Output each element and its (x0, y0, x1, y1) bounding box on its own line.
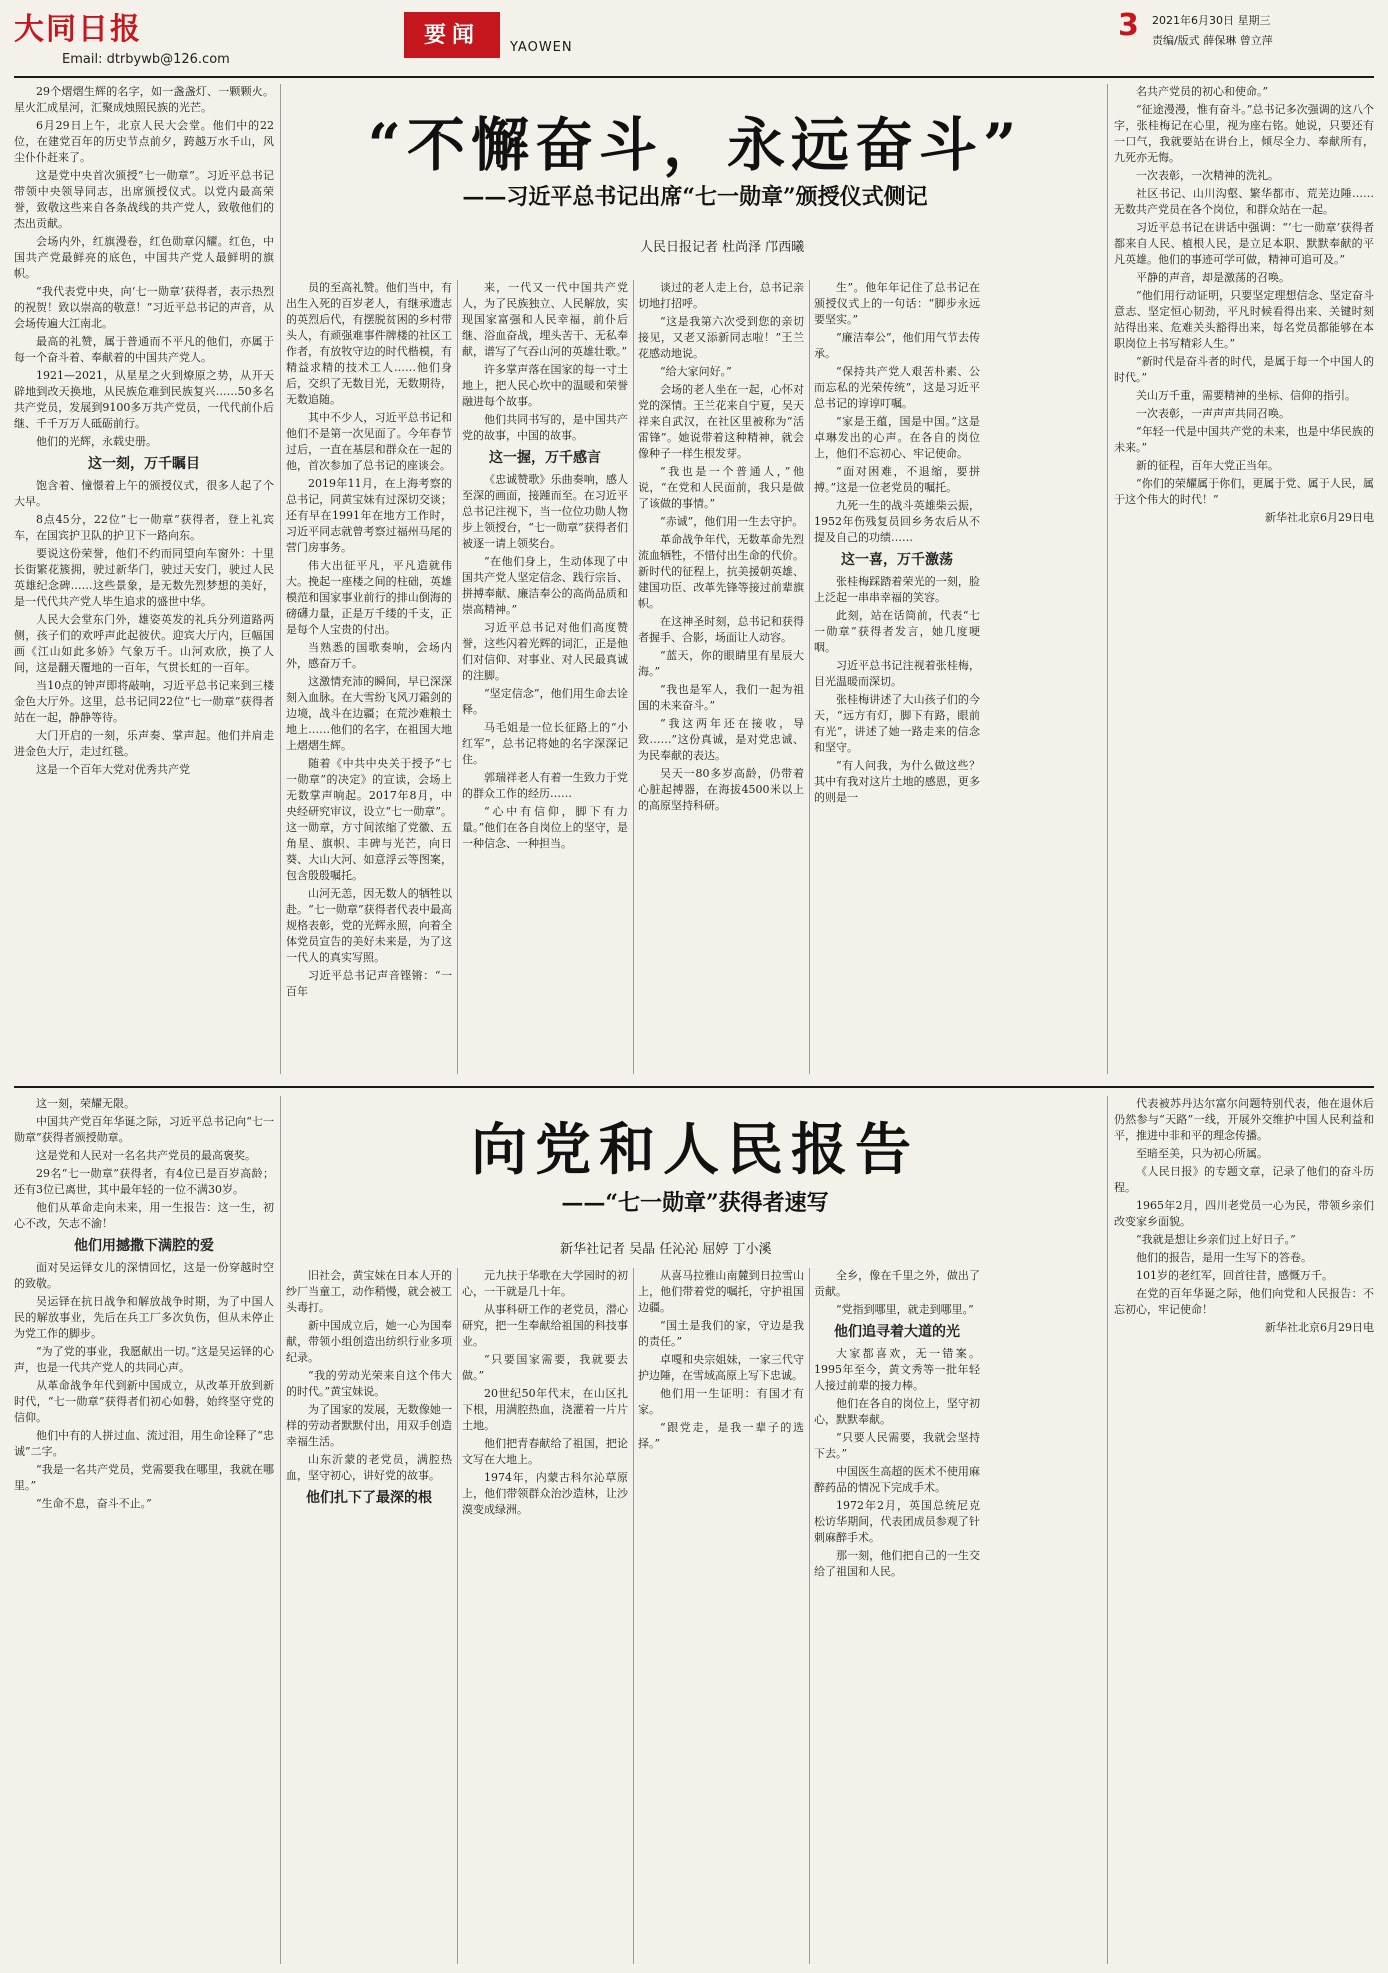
paragraph: 名共产党员的初心和使命。” (1136, 85, 1269, 98)
paragraph: 他们在各自的岗位上，坚守初心，默默奉献。 (814, 1397, 980, 1426)
article1-column-3 (462, 280, 628, 1074)
paragraph: “廉洁奉公”，他们用气节去传承。 (814, 331, 980, 360)
paragraph: 旧社会，黄宝妹在日本人开的纱厂当童工，动作稍慢，就会被工头毒打。 (286, 1269, 452, 1314)
paragraph: “征途漫漫，惟有奋斗。”总书记多次强调的这八个字，张桂梅记在心里，视为座右铭。她说，只要还有一口气，我就要站在讲台上，倾尽全力、奉献所有，九死亦无悔。 (1114, 103, 1374, 164)
paragraph: 当10点的钟声即将敲响，习近平总书记来到三楼金色大厅外。这里，总书记同22位“七一勋章”获得者站在一起，静静等待。 (14, 679, 274, 724)
article2-byline: 新华社记者 吴晶 任沁沁 屈婷 丁小溪 (560, 1242, 772, 1257)
paragraph: “心中有信仰，脚下有力量。”他们在各自岗位上的坚守，是一种信念、一种担当。 (462, 805, 628, 850)
paragraph: 革命战争年代，无数革命先烈流血牺牲，不惜付出生命的代价。新时代的征程上，抗美援朝英雄、建国功臣、改革先锋等接过前辈旗帜。 (638, 533, 804, 610)
paragraph: 关山万千重，需要精神的坐标、信仰的指引。 (1136, 389, 1356, 402)
paragraph: 谈过的老人走上台，总书记亲切地打招呼。 (638, 281, 804, 310)
column-divider (809, 1268, 810, 1964)
paragraph: 这是党中央首次颁授“七一勋章”。习近平总书记带领中央领导同志，出席颁授仪式。以党内最高荣誉，致敬这些来自各条战线的共产党人，致敬他们的杰出贡献。 (14, 169, 274, 230)
article2-column-3 (462, 1268, 628, 1964)
paragraph: 元九扶于华歌在大学园时的初心，一干就是几十年。 (462, 1269, 628, 1298)
masthead-email: Email: dtrbywb@126.com (62, 52, 230, 67)
paragraph: 1972年2月，英国总统尼克松访华期间，代表团成员参观了针刺麻醉手术。 (814, 1499, 980, 1544)
paragraph: “为了党的事业，我愿献出一切。”这是吴运铎的心声，也是一代共产党人的共同心声。 (14, 1345, 274, 1374)
article2-column-6 (1114, 1096, 1374, 1964)
article1-headline: “不懈奋斗，永远奋斗” (367, 111, 1023, 179)
paragraph: 《忠诚赞歌》乐曲奏响，感人至深的画面，接踵而至。在习近平总书记注视下，当一位位功勋人物步上领授台，“七一勋章”获得者们被逐一请上领奖台。 (462, 473, 628, 550)
paragraph: 会场的老人坐在一起，心怀对党的深情。王兰花来自宁夏，吴天祥来自武汉，在社区里被称为“活雷锋”。她说带着这种精神，就会像种子一样生根发芽。 (638, 383, 804, 460)
paragraph: 来，一代又一代中国共产党人，为了民族独立、人民解放，实现国家富强和人民幸福，前仆后继、浴血奋战，埋头苦干、无私奉献，谱写了气吞山河的英雄壮歌。” (462, 281, 628, 358)
article1-column-2 (286, 280, 452, 1074)
article2-column-4 (638, 1268, 804, 1964)
paragraph: 大门开启的一刻，乐声奏、掌声起。他们并肩走进金色大厅，走过红毯。 (14, 729, 274, 758)
masthead-logo: 大同日报 (14, 12, 142, 47)
article2-subhead-1: 他们用撼撒下满腔的爱 (74, 1238, 214, 1254)
paragraph: “蓝天，你的眼睛里有星辰大海。” (638, 649, 804, 678)
paragraph: 平静的声音，却是激荡的召唤。 (1136, 271, 1290, 284)
article1-subhead-1: 这一刻，万千瞩目 (88, 456, 200, 472)
paragraph: “在他们身上，生动体现了中国共产党人坚定信念、践行宗旨、拼搏奉献、廉洁奉公的高尚品质和崇高精神。” (462, 555, 628, 616)
paragraph: 中国共产党百年华诞之际，习近平总书记向“七一勋章”获得者颁授勋章。 (14, 1115, 274, 1144)
paragraph: “国土是我们的家，守边是我的责任。” (638, 1319, 804, 1348)
column-divider (280, 1096, 281, 1964)
paragraph: 为了国家的发展，无数像她一样的劳动者默默付出，用双手创造幸福生活。 (286, 1403, 452, 1448)
paragraph: “党指到哪里，就走到哪里。” (836, 1303, 974, 1316)
paragraph: 习近平总书记声音铿锵：“一百年 (286, 969, 452, 998)
paragraph: 《人民日报》的专题文章，记录了他们的奋斗历程。 (1114, 1165, 1374, 1194)
top-rule (14, 76, 1374, 78)
paragraph: 这是党和人民对一名名共产党员的最高褒奖。 (36, 1149, 256, 1162)
paragraph: 许多掌声落在国家的每一寸土地上，把人民心坎中的温暖和荣誉融进每个故事。 (462, 363, 628, 408)
paragraph: “我也是军人，我们一起为祖国的未来奋斗。” (638, 683, 804, 712)
article2-subhead-2: 他们扎下了最深的根 (306, 1490, 432, 1506)
paragraph: 2019年11月，在上海考察的总书记，同黄宝妹有过深切交谈；还有早在1991年在地方工作时，习近平同志就曾考察过福州马尾的营门房事务。 (286, 477, 452, 554)
paragraph: “只要人民需要，我就会坚持下去。” (814, 1431, 980, 1460)
paragraph: 8点45分，22位“七一勋章”获得者，登上礼宾车，在国宾护卫队的护卫下一路向东。 (14, 513, 274, 542)
paragraph: 山河无恙，因无数人的牺牲以赴。“七一勋章”获得者代表中最高规格表彰，党的光辉永照，向着全体党员宣告的美好未来是，为了这一代人的真实写照。 (286, 887, 452, 964)
paragraph: 从革命战争年代到新中国成立，从改革开放到新时代，“七一勋章”获得者们初心如磐，始终坚守党的信仰。 (14, 1379, 274, 1424)
paragraph: 生”。他年年记住了总书记在颁授仪式上的一句话：“脚步永远要坚实。” (814, 281, 980, 326)
paragraph: 他们共同书写的，是中国共产党的故事，中国的故事。 (462, 413, 628, 442)
paragraph: 张桂梅踩踏着荣光的一刻，脸上泛起一串串幸福的笑容。 (814, 575, 980, 604)
paragraph: 那一刻，他们把自己的一生交给了祖国和人民。 (814, 1549, 980, 1578)
paragraph: “生命不息，奋斗不止。” (36, 1497, 152, 1510)
paragraph: 新中国成立后，她一心为国奉献，带领小组创造出纺织行业多项纪录。 (286, 1319, 452, 1364)
paragraph: 要说这份荣誉，他们不约而同望向车窗外：十里长街繁花簇拥，驶过新华门，驶过天安门，驶过人民英雄纪念碑……这些景象，是无数先烈梦想的美好，是一代代共产党人毕生追求的盛世中华。 (14, 547, 274, 608)
article1-column-6 (1114, 84, 1374, 1074)
paragraph: “只要国家需要，我就要去做。” (462, 1353, 628, 1382)
paragraph: 在党的百年华诞之际，他们向党和人民报告：不忘初心，牢记使命！ (1114, 1287, 1374, 1316)
paragraph: “我这两年还在接收，导致……”这份真诚，是对党忠诚、为民奉献的表达。 (638, 717, 804, 762)
paragraph: 饱含着、憧憬着上午的颁授仪式，很多人起了个大早。 (14, 479, 274, 508)
column-divider (280, 84, 281, 1074)
paragraph: “面对困难，不退缩，要拼搏。”这是一位老党员的嘱托。 (814, 465, 980, 494)
paragraph: 郭瑞祥老人有着一生致力于党的群众工作的经历…… (462, 771, 628, 800)
paragraph: 他们把青春献给了祖国，把论文写在大地上。 (462, 1437, 628, 1466)
paragraph: 当熟悉的国歌奏响，会场内外，感奋万千。 (286, 641, 452, 670)
paragraph: 代表被苏丹达尔富尔问题特别代表，他在退休后仍然参与“天路”一线，开展外交维护中国人民利益和平，推进中非和平的理念传播。 (1114, 1097, 1374, 1142)
column-divider (457, 280, 458, 1074)
paragraph: 其中不少人，习近平总书记和他们不是第一次见面了。今年春节过后，一直在基层和群众在一起的他，首次参加了总书记的座谈会。 (286, 411, 452, 472)
paragraph: 29个熠熠生辉的名字，如一盏盏灯、一颗颗火。星火汇成星河，汇聚成烛照民族的光芒。 (14, 85, 274, 114)
paragraph: 习近平总书记在讲话中强调：“‘七一勋章’获得者都来自人民、植根人民，是立足本职、默默奉献的平凡英雄。他们的事迹可学可做，精神可追可及。” (1114, 221, 1374, 266)
paragraph: 会场内外，红旗漫卷，红色勋章闪耀。红色，中国共产党最鲜亮的底色，中国共产党人最鲜明的旗帜。 (14, 235, 274, 280)
paragraph: “给大家问好。” (660, 365, 732, 378)
paragraph: 101岁的老红军，回首往昔，感慨万千。 (1136, 1269, 1333, 1282)
paragraph: 他们中有的人拼过血、流过泪，用生命诠释了“忠诚”二字。 (14, 1429, 274, 1458)
article1-byline: 人民日报记者 杜尚泽 邝西曦 (640, 240, 805, 255)
paragraph: 面对吴运铎女儿的深情回忆，这是一份穿越时空的致敬。 (14, 1261, 274, 1290)
article2-subhead-3: 他们追寻着大道的光 (834, 1324, 960, 1340)
paragraph: 九死一生的战斗英雄柴云振，1952年伤残复员回乡务农后从不提及自己的功绩…… (814, 499, 980, 544)
paragraph: 1965年2月，四川老党员一心为民，带领乡亲们改变家乡面貌。 (1114, 1199, 1374, 1228)
paragraph: 20世纪50年代末，在山区扎下根，用满腔热血，浇灌着一片片土地。 (462, 1387, 628, 1432)
article1-column-5 (814, 280, 980, 1074)
paragraph: “赤诚”，他们用一生去守护。 (660, 515, 804, 528)
paragraph: 这激情充沛的瞬间，早已深深刻入血脉。在大雪纷飞风刀霜剑的边境，战斗在边疆；在荒沙难粮土地上……他们的名字，在祖国大地上熠熠生辉。 (286, 675, 452, 752)
paragraph: 一次表彰，一声声声共同召唤。 (1136, 407, 1290, 420)
paragraph: 最高的礼赞，属于普通而不平凡的他们，亦属于每一个奋斗着、奉献着的中国共产党人。 (14, 335, 274, 364)
paragraph: “保持共产党人艰苦朴素、公而忘私的光荣传统”，这是习近平总书记的谆谆叮嘱。 (814, 365, 980, 410)
section-label-en: YAOWEN (510, 40, 573, 55)
paragraph: 1921—2021，从星星之火到燎原之势，从开天辟地到改天换地，从民族危难到民族复兴……50多名共产党员，发展到9100多万共产党员，一代代前仆后继、千千万万人砥砺前行。 (14, 369, 274, 430)
article1-subhead-3: 这一喜，万千激荡 (841, 552, 953, 568)
paragraph: 马毛姐是一位长征路上的“小红军”，总书记将她的名字深深记住。 (462, 721, 628, 766)
paragraph: 29名“七一勋章”获得者，有4位已是百岁高龄；还有3位已离世，其中最年轻的一位不满30岁。 (14, 1167, 274, 1196)
editors: 责编/版式 薛保琳 曾立萍 (1152, 34, 1273, 47)
section-label: 要闻 (404, 12, 500, 58)
article2-column-2 (286, 1268, 452, 1964)
paragraph: 习近平总书记对他们高度赞誉，这些闪着光辉的词汇，正是他们对信仰、对事业、对人民最真诚的注脚。 (462, 621, 628, 682)
paragraph: 卓嘎和央宗姐妹，一家三代守护边陲，在雪域高原上写下忠诚。 (638, 1353, 804, 1382)
paragraph: “新时代是奋斗者的时代，是属于每一个中国人的时代。” (1114, 355, 1374, 384)
paragraph: 此刻，站在话筒前，代表“七一勋章”获得者发言，她几度哽咽。 (814, 609, 980, 654)
paragraph: 他们用一生证明：有国才有家。 (638, 1387, 804, 1416)
article2-column-5 (814, 1268, 980, 1964)
paragraph: 全乡，像在千里之外，做出了贡献。 (814, 1269, 980, 1298)
paragraph: 中国医生高超的医术不使用麻醉药品的情况下完成手术。 (814, 1465, 980, 1494)
paragraph: 人民大会堂东门外，雄姿英发的礼兵分列道路两侧，孩子们的欢呼声此起彼伏。迎宾大厅内，巨幅国画《江山如此多娇》气象万千。山河欢欣，换了人间，这是翻天覆地的一百年，气贯长虹的一百年。 (14, 613, 274, 674)
article2-column-1 (14, 1096, 274, 1964)
issue-date: 2021年6月30日 星期三 (1152, 14, 1271, 27)
paragraph: 从喜马拉雅山南麓到日拉雪山上，他们带着党的嘱托，守护祖国边疆。 (638, 1269, 804, 1314)
paragraph: 从事科研工作的老党员，潜心研究，把一生奉献给祖国的科技事业。 (462, 1303, 628, 1348)
paragraph: “他们用行动证明，只要坚定理想信念、坚定奋斗意志、坚定恒心韧劲，平凡时候看得出来、关键时刻站得出来、危难关头豁得出来，每名党员都能够在本职岗位上书写精彩人生。” (1114, 289, 1374, 350)
paragraph: “我也是一个普通人，”他说，“在党和人民面前，我只是做了该做的事情。” (638, 465, 804, 510)
paragraph: 员的至高礼赞。他们当中，有出生入死的百岁老人，有继承遗志的英烈后代，有摆脱贫困的乡村带头人，有顽强难事件牌楼的社区工作者，有放牧守边的时代楷模，有精益求精的技术工人……他们身后，交织了无数目光，无数期待，无数追随。 (286, 281, 452, 406)
paragraph: 吴天一80多岁高龄，仍带着心脏起搏器，在海拔4500米以上的高原坚持科研。 (638, 767, 804, 812)
paragraph: 在这神圣时刻，总书记和获得者握手、合影，场面让人动容。 (638, 615, 804, 644)
article1-signature: 新华社北京6月29日电 (1265, 511, 1374, 524)
column-divider (633, 1268, 634, 1964)
article2-signature: 新华社北京6月29日电 (1265, 1321, 1374, 1334)
paragraph: 1974年，内蒙古科尔沁草原上，他们带领群众治沙造林，让沙漠变成绿洲。 (462, 1471, 628, 1516)
article1-column-4 (638, 280, 804, 1074)
paragraph: “你们的荣耀属于你们，更属于党、属于人民，属于这个伟大的时代！” (1114, 477, 1374, 506)
paragraph: 新的征程，百年大党正当年。 (1136, 459, 1279, 472)
paragraph: 6月29日上午，北京人民大会堂。他们中的22位，在建党百年的历史节点前夕，跨越万水千山，风尘仆仆赶来了。 (14, 119, 274, 164)
paragraph: 社区书记、山川沟壑、繁华都市、荒芜边陲……无数共产党员在各个岗位，和群众站在一起。 (1114, 187, 1374, 216)
paragraph: 这一刻，荣耀无限。 (36, 1097, 135, 1110)
column-divider (809, 280, 810, 1074)
paragraph: 吴运铎在抗日战争和解放战争时期，为了中国人民的解放事业，先后在兵工厂多次负伤，但从未停止为党工作的脚步。 (14, 1295, 274, 1340)
paragraph: 他们的光辉，永载史册。 (36, 435, 157, 448)
paragraph: 他们从革命走向未来，用一生报告：这一生，初心不改，矢志不渝！ (14, 1201, 274, 1230)
paragraph: “有人问我，为什么做这些？其中有我对这片土地的感恩，更多的则是一 (814, 759, 980, 804)
paragraph: 随着《中共中央关于授予“七一勋章”的决定》的宣读，会场上无数掌声响起。2017年8月，中央经研究审议，设立“七一勋章”。这一勋章，方寸间浓缩了党徽、五角星、旗帜、丰碑与光芒，向日葵、大山大河、如意浮云等图案，包含殷殷嘱托。 (286, 757, 452, 882)
section-rule (14, 1086, 1374, 1088)
paragraph: “我代表党中央，向‘七一勋章’获得者，表示热烈的祝贺！致以崇高的敬意！”习近平总书记的声音，从会场传遍大江南北。 (14, 285, 274, 330)
paragraph: 大家都喜欢，无一错案。1995年至今，黄文秀等一批年轻人接过前辈的接力棒。 (814, 1347, 980, 1392)
paragraph: 习近平总书记注视着张桂梅，目光温暖而深切。 (814, 659, 980, 688)
article2-headline: 向党和人民报告 (471, 1117, 919, 1183)
column-divider (633, 280, 634, 1074)
paragraph: 山东沂蒙的老党员，满腔热血，坚守初心，讲好党的故事。 (286, 1453, 452, 1482)
column-divider (1107, 84, 1108, 1074)
paragraph: 他们的报告，是用一生写下的答卷。 (1136, 1251, 1312, 1264)
paragraph: “家是王蕴，国是中国。”这是卓琳发出的心声。在各自的岗位上，他们不忘初心、牢记使命。 (814, 415, 980, 460)
column-divider (457, 1268, 458, 1964)
paragraph: 至暗至美，只为初心所属。 (1136, 1147, 1268, 1160)
paragraph: 伟大出征平凡，平凡造就伟大。挽起一座楼之间的柱础，英雄模范和国家事业前行的排山倒海的磅礴力量，正是万千缕的千支，正是每个人宝贵的付出。 (286, 559, 452, 636)
article1-column-1 (14, 84, 274, 1074)
paragraph: “这是我第六次受到您的亲切接见，又老又添新同志啦！”王兰花感动地说。 (638, 315, 804, 360)
paragraph: “跟党走，是我一辈子的选择。” (638, 1421, 804, 1450)
paragraph: “我是一名共产党员，党需要我在哪里，我就在哪里。” (14, 1463, 274, 1492)
page-number: 3 (1118, 8, 1139, 43)
article1-subheadline: ——习近平总书记出席“七一勋章”颁授仪式侧记 (462, 184, 928, 210)
column-divider (1107, 1096, 1108, 1964)
article2-subheadline: ——“七一勋章”获得者速写 (561, 1190, 829, 1216)
paragraph: “我的劳动光荣来自这个伟大的时代。”黄宝妹说。 (286, 1369, 452, 1398)
paragraph: 一次表彰，一次精神的洗礼。 (1136, 169, 1279, 182)
paragraph: “年轻一代是中国共产党的未来，也是中华民族的未来。” (1114, 425, 1374, 454)
paragraph: “坚定信念”，他们用生命去诠释。 (462, 687, 628, 716)
article1-subhead-2: 这一握，万千感言 (489, 450, 601, 466)
paragraph: 张桂梅讲述了大山孩子们的今天，“远方有灯，脚下有路，眼前有光”，讲述了她一路走来的信念和坚守。 (814, 693, 980, 754)
paragraph: 这是一个百年大党对优秀共产党 (36, 763, 190, 776)
paragraph: “我就是想让乡亲们过上好日子。” (1136, 1233, 1296, 1246)
